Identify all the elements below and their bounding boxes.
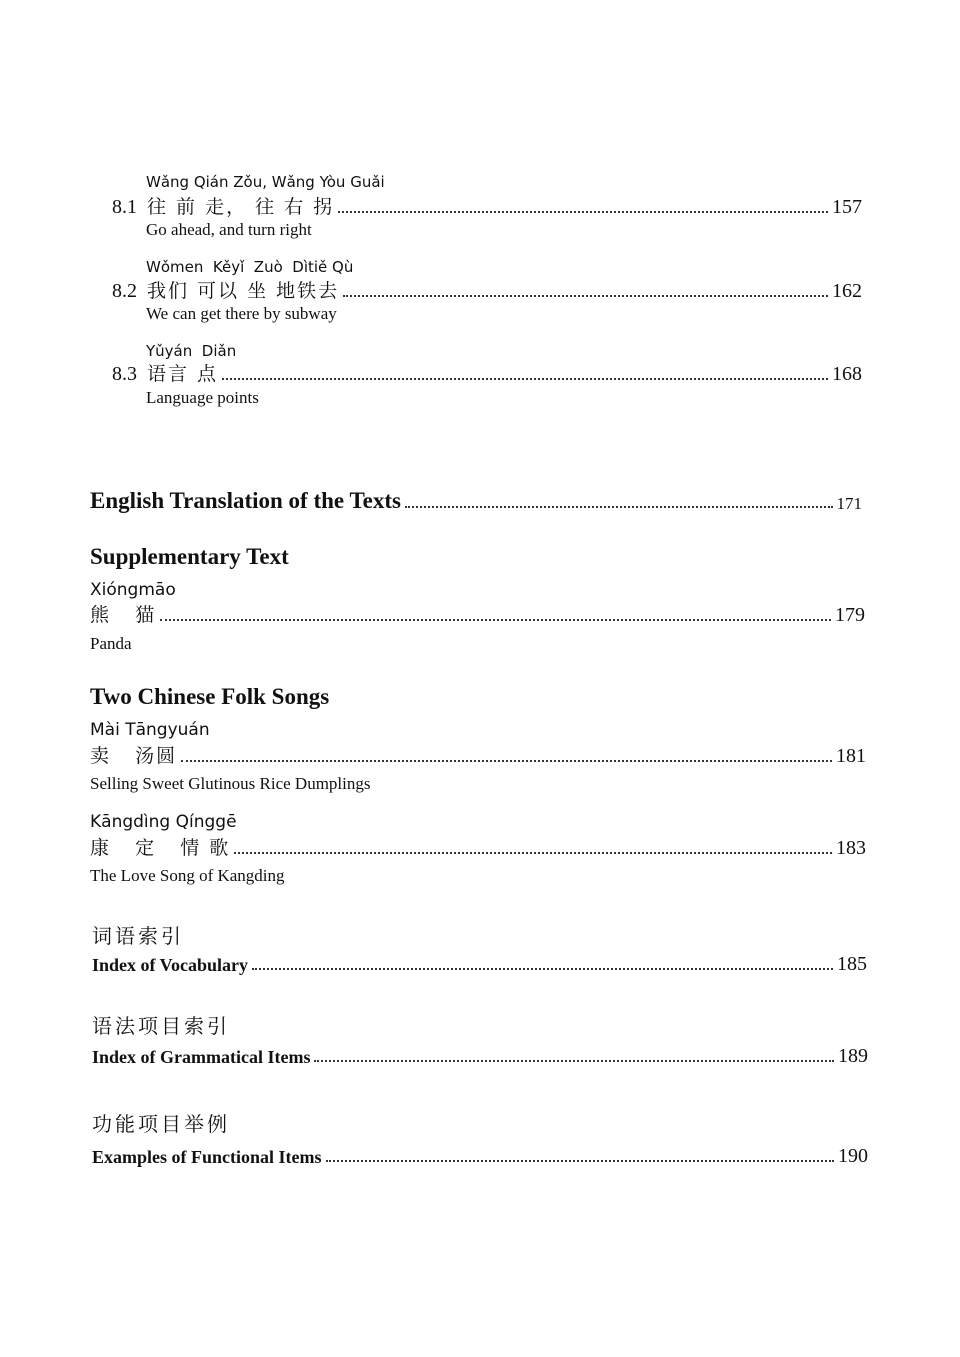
entry-english-title: Panda (90, 634, 132, 653)
entry-pinyin: Wǒmen Kěyǐ Zuò Dìtiě Qù (146, 258, 354, 276)
entry-number: 8.1 (112, 196, 137, 218)
entry-chinese-title: 语言 点 (147, 363, 219, 385)
entry-page-number: 179 (835, 604, 865, 626)
entry-chinese-title: 往 前 走， 往 右 拐 (147, 196, 335, 218)
entry-page-number: 185 (837, 953, 867, 975)
entry-english-title: Go ahead, and turn right (146, 220, 312, 239)
entry-english-title: Index of Vocabulary (92, 955, 249, 975)
entry-pinyin: Mài Tāngyuán (90, 720, 210, 740)
entry-english-title: Index of Grammatical Items (92, 1047, 311, 1067)
dot-leader (314, 1060, 834, 1062)
toc-entry-translation[interactable] (90, 484, 862, 514)
entry-number: 8.2 (112, 280, 137, 302)
dot-leader (252, 968, 833, 970)
entry-page-number: 189 (838, 1045, 868, 1067)
entry-number: 8.3 (112, 363, 137, 385)
dot-leader (343, 295, 828, 297)
entry-page-number: 171 (836, 494, 862, 513)
entry-english-title: The Love Song of Kangding (90, 866, 285, 885)
entry-pinyin: Wǎng Qián Zǒu, Wǎng Yòu Guǎi (146, 173, 385, 191)
section-heading-folk-songs: Two Chinese Folk Songs (90, 684, 330, 709)
dot-leader (338, 211, 828, 213)
entry-page-number: 168 (832, 363, 862, 385)
entry-english-title: Selling Sweet Glutinous Rice Dumplings (90, 774, 371, 793)
entry-chinese-title: 功能项目举例 (92, 1112, 230, 1136)
entry-chinese-title: 卖 汤圆 (90, 745, 178, 767)
entry-pinyin: Xióngmāo (90, 580, 176, 600)
entry-title: English Translation of the Texts (90, 488, 402, 513)
entry-page-number: 162 (832, 280, 862, 302)
entry-pinyin: Yǔyán Diǎn (146, 342, 237, 360)
entry-chinese-title: 熊 猫 (90, 604, 157, 626)
entry-chinese-title: 我们 可以 坐 地铁去 (147, 280, 340, 302)
entry-page-number: 181 (836, 745, 866, 767)
entry-page-number: 157 (832, 196, 862, 218)
entry-page-number: 190 (838, 1145, 868, 1167)
entry-chinese-title: 语法项目索引 (92, 1014, 230, 1038)
entry-english-title: Examples of Functional Items (92, 1147, 322, 1167)
section-heading-supplementary: Supplementary Text (90, 544, 289, 569)
entry-english-title: Language points (146, 388, 259, 407)
dot-leader (234, 852, 832, 854)
dot-leader (405, 506, 832, 508)
entry-english-title: We can get there by subway (146, 304, 337, 323)
dot-leader (326, 1160, 835, 1162)
dot-leader (222, 378, 828, 380)
dot-leader (181, 760, 832, 762)
entry-pinyin: Kāngdìng Qínggē (90, 812, 237, 832)
dot-leader (160, 619, 831, 621)
entry-page-number: 183 (836, 837, 866, 859)
entry-chinese-title: 康 定 情 歌 (90, 837, 231, 859)
entry-chinese-title: 词语索引 (92, 924, 184, 948)
